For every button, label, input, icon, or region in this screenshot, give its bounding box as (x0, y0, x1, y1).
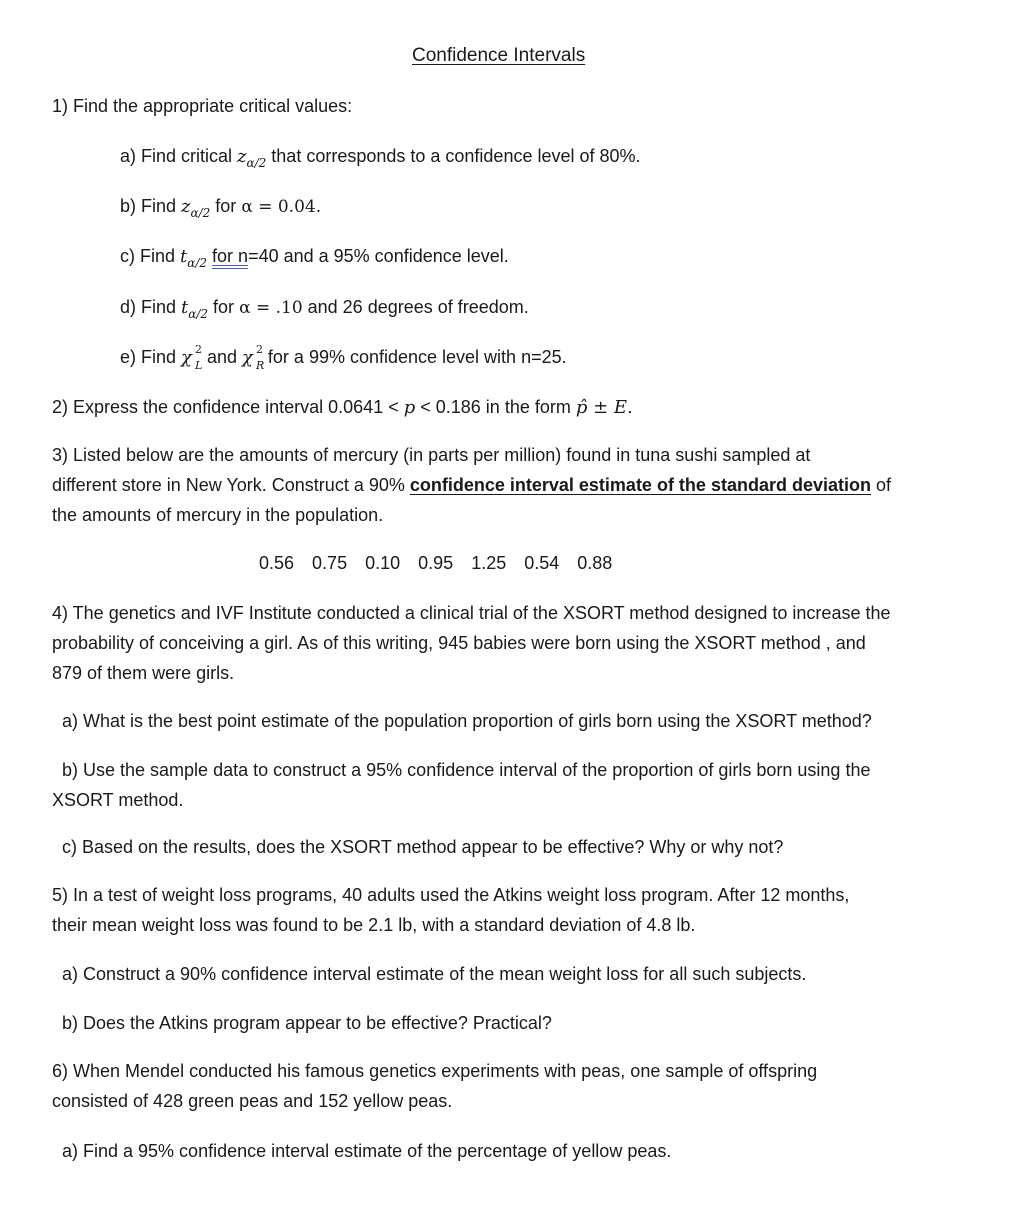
mercury-data-values: 0.56 0.75 0.10 0.95 1.25 0.54 0.88 (259, 553, 613, 573)
question-6: 6) When Mendel conducted his famous genetics experiments with peas, one sample of offspring consisted of 428 green peas and 152 yellow peas. (52, 1061, 818, 1111)
question-1a: a) Find critical $z_{\alpha/2}$ that corresponds to a confidence level of 80%. (120, 146, 641, 170)
question-1-label: 1) Find the appropriate critical values: (52, 96, 353, 116)
emphasized-phrase: confidence interval estimate of the standard deviation (409, 475, 871, 495)
question-4b: b) Use the sample data to construct a 95% confidence interval of the proportion of girls born using the XSORT method. (52, 760, 871, 810)
question-1e: e) Find χ 2 L and χ 2 R for a 99% confidence level with n=25. (120, 343, 567, 372)
question-6a: a) Find a 95% confidence interval estimate of the percentage of yellow peas. (62, 1141, 672, 1161)
question-2: 2) Express the confidence interval 0.0641 < p < 0.186 in the form p̂ ± E. (52, 397, 633, 418)
question-1b: b) Find $z_{\alpha/2}$ for α = 0.04. (120, 196, 322, 220)
page-title: Confidence Intervals (412, 45, 586, 66)
question-1d: d) Find $t_{\alpha/2}$ for α = .10 and 26 degrees of freedom. (120, 297, 529, 321)
question-1c: c) Find $t_{\alpha/2}$ for n=40 and a 95% confidence level. (120, 246, 509, 270)
question-4a: a) What is the best point estimate of the population proportion of girls born using the XSORT method? (62, 711, 872, 731)
question-5b: b) Does the Atkins program appear to be effective? Practical? (62, 1013, 552, 1033)
question-3: 3) Listed below are the amounts of mercury (in parts per million) found in tuna sushi sampled at different store in New York. Construct a 90% confidence interval estimate of the standard deviation of the amounts of mercury in the population. (52, 445, 891, 525)
question-5a: a) Construct a 90% confidence interval estimate of the mean weight loss for all such subjects. (62, 964, 807, 984)
spellcheck-underlined-text: for n (212, 246, 249, 266)
question-5: 5) In a test of weight loss programs, 40 adults used the Atkins weight loss program. After 12 months, their mean weight loss was found to be 2.1 lb, with a standard deviation of 4.8 lb. (52, 885, 850, 935)
question-4: 4) The genetics and IVF Institute conducted a clinical trial of the XSORT method designed to increase the probability of conceiving a girl. As of this writing, 945 babies were born using the XSORT method , and 879 of them were girls. (52, 603, 891, 683)
question-4c: c) Based on the results, does the XSORT method appear to be effective? Why or why not? (62, 837, 784, 857)
